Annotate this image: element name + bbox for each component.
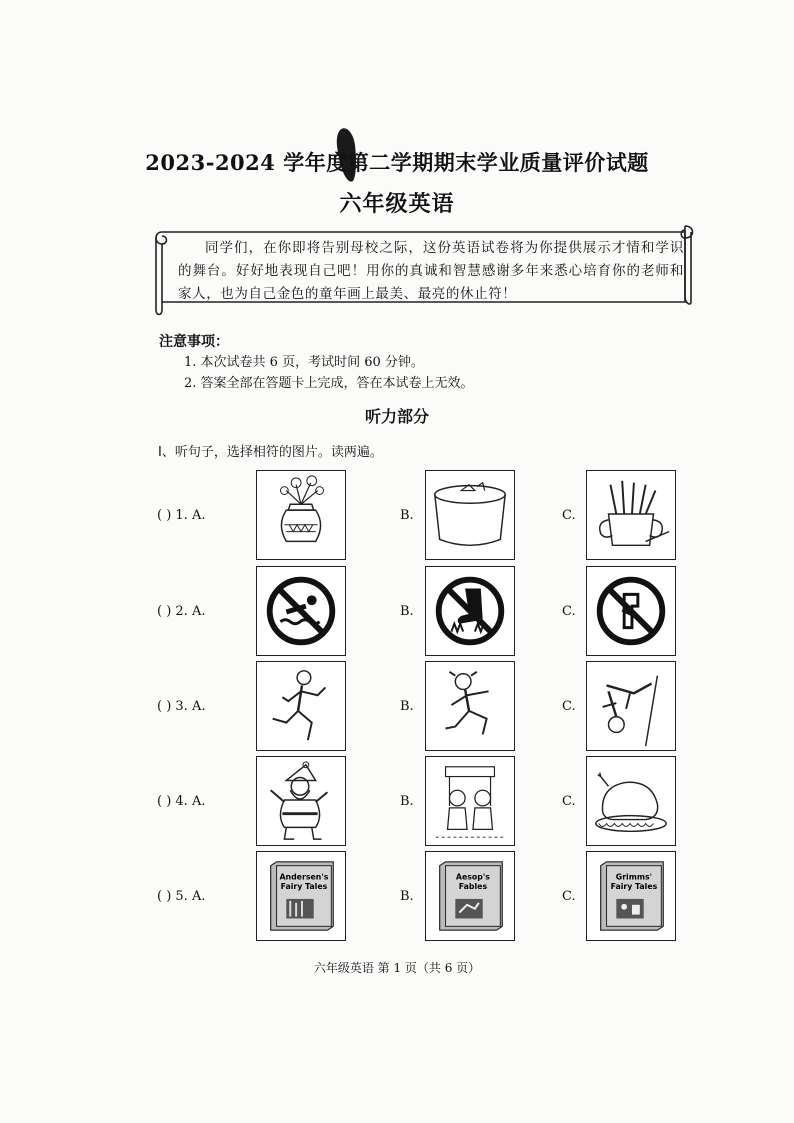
no-littering-sign bbox=[586, 566, 676, 656]
question-4-label: ( ) 4. A. bbox=[157, 794, 206, 809]
question-instruction: Ⅰ、听句子，选择相符的图片。读两遍。 bbox=[158, 445, 383, 460]
option-b-label: B. bbox=[400, 889, 414, 904]
option-c-label: C. bbox=[562, 889, 576, 904]
option-b-label: B. bbox=[400, 604, 414, 619]
roast-turkey-picture bbox=[586, 756, 676, 846]
question-5-label: ( ) 5. A. bbox=[157, 889, 206, 904]
option-b-label: B. bbox=[400, 699, 414, 714]
question-1-label: ( ) 1. A. bbox=[157, 508, 206, 523]
bucket-picture bbox=[425, 470, 515, 560]
question-3-label: ( ) 3. A. bbox=[157, 699, 206, 714]
question-2-label: ( ) 2. A. bbox=[157, 604, 206, 619]
no-walking-on-grass-sign bbox=[425, 566, 515, 656]
notes-item-2: 2. 答案全部在答题卡上完成，答在本试卷上无效。 bbox=[184, 376, 474, 391]
page-footer: 六年级英语 第 1 页（共 6 页） bbox=[313, 961, 481, 975]
section-title-listening: 听力部分 bbox=[364, 407, 429, 426]
book-title-line2: Fairy Tales bbox=[280, 882, 328, 892]
spring-festival-kids-picture bbox=[425, 756, 515, 846]
no-swimming-sign bbox=[256, 566, 346, 656]
vase-flowers-picture bbox=[256, 470, 346, 560]
option-c-label: C. bbox=[562, 508, 576, 523]
santa-claus-picture bbox=[256, 756, 346, 846]
scroll-message: 同学们，在你即将告别母校之际，这份英语试卷将为你提供展示才情和学识的舞台。好好地表现自己吧！用你的真诚和智慧感谢多年来悉心培育你的老师和家人，也为自己金色的童年画上最美、最亮的休止符！ bbox=[178, 240, 684, 302]
book-title-line1: Grimms' bbox=[615, 872, 653, 882]
option-b-label: B. bbox=[400, 794, 414, 809]
notes-item-1: 1. 本次试卷共 6 页，考试时间 60 分钟。 bbox=[184, 355, 424, 370]
notes-title: 注意事项： bbox=[159, 334, 229, 350]
book-title-line1: Aesop's bbox=[455, 872, 490, 882]
option-c-label: C. bbox=[562, 699, 576, 714]
book-title-line2: Fairy Tales bbox=[610, 882, 658, 892]
jumping-girl-picture bbox=[425, 661, 515, 751]
grimms-book-picture bbox=[586, 851, 676, 941]
paint-pot-brushes-picture bbox=[586, 470, 676, 560]
high-jump-boy-picture bbox=[586, 661, 676, 751]
book-title-line1: Andersen's bbox=[279, 872, 329, 882]
option-c-label: C. bbox=[562, 604, 576, 619]
running-boy-picture bbox=[256, 661, 346, 751]
exam-subtitle: 六年级英语 bbox=[339, 191, 455, 217]
book-title-line2: Fables bbox=[458, 882, 488, 892]
option-c-label: C. bbox=[562, 794, 576, 809]
exam-title: 2023-2024 学年度第二学期期末学业质量评价试题 bbox=[145, 150, 649, 175]
andersens-book-picture bbox=[256, 851, 346, 941]
aesops-book-picture bbox=[425, 851, 515, 941]
option-b-label: B. bbox=[400, 508, 414, 523]
